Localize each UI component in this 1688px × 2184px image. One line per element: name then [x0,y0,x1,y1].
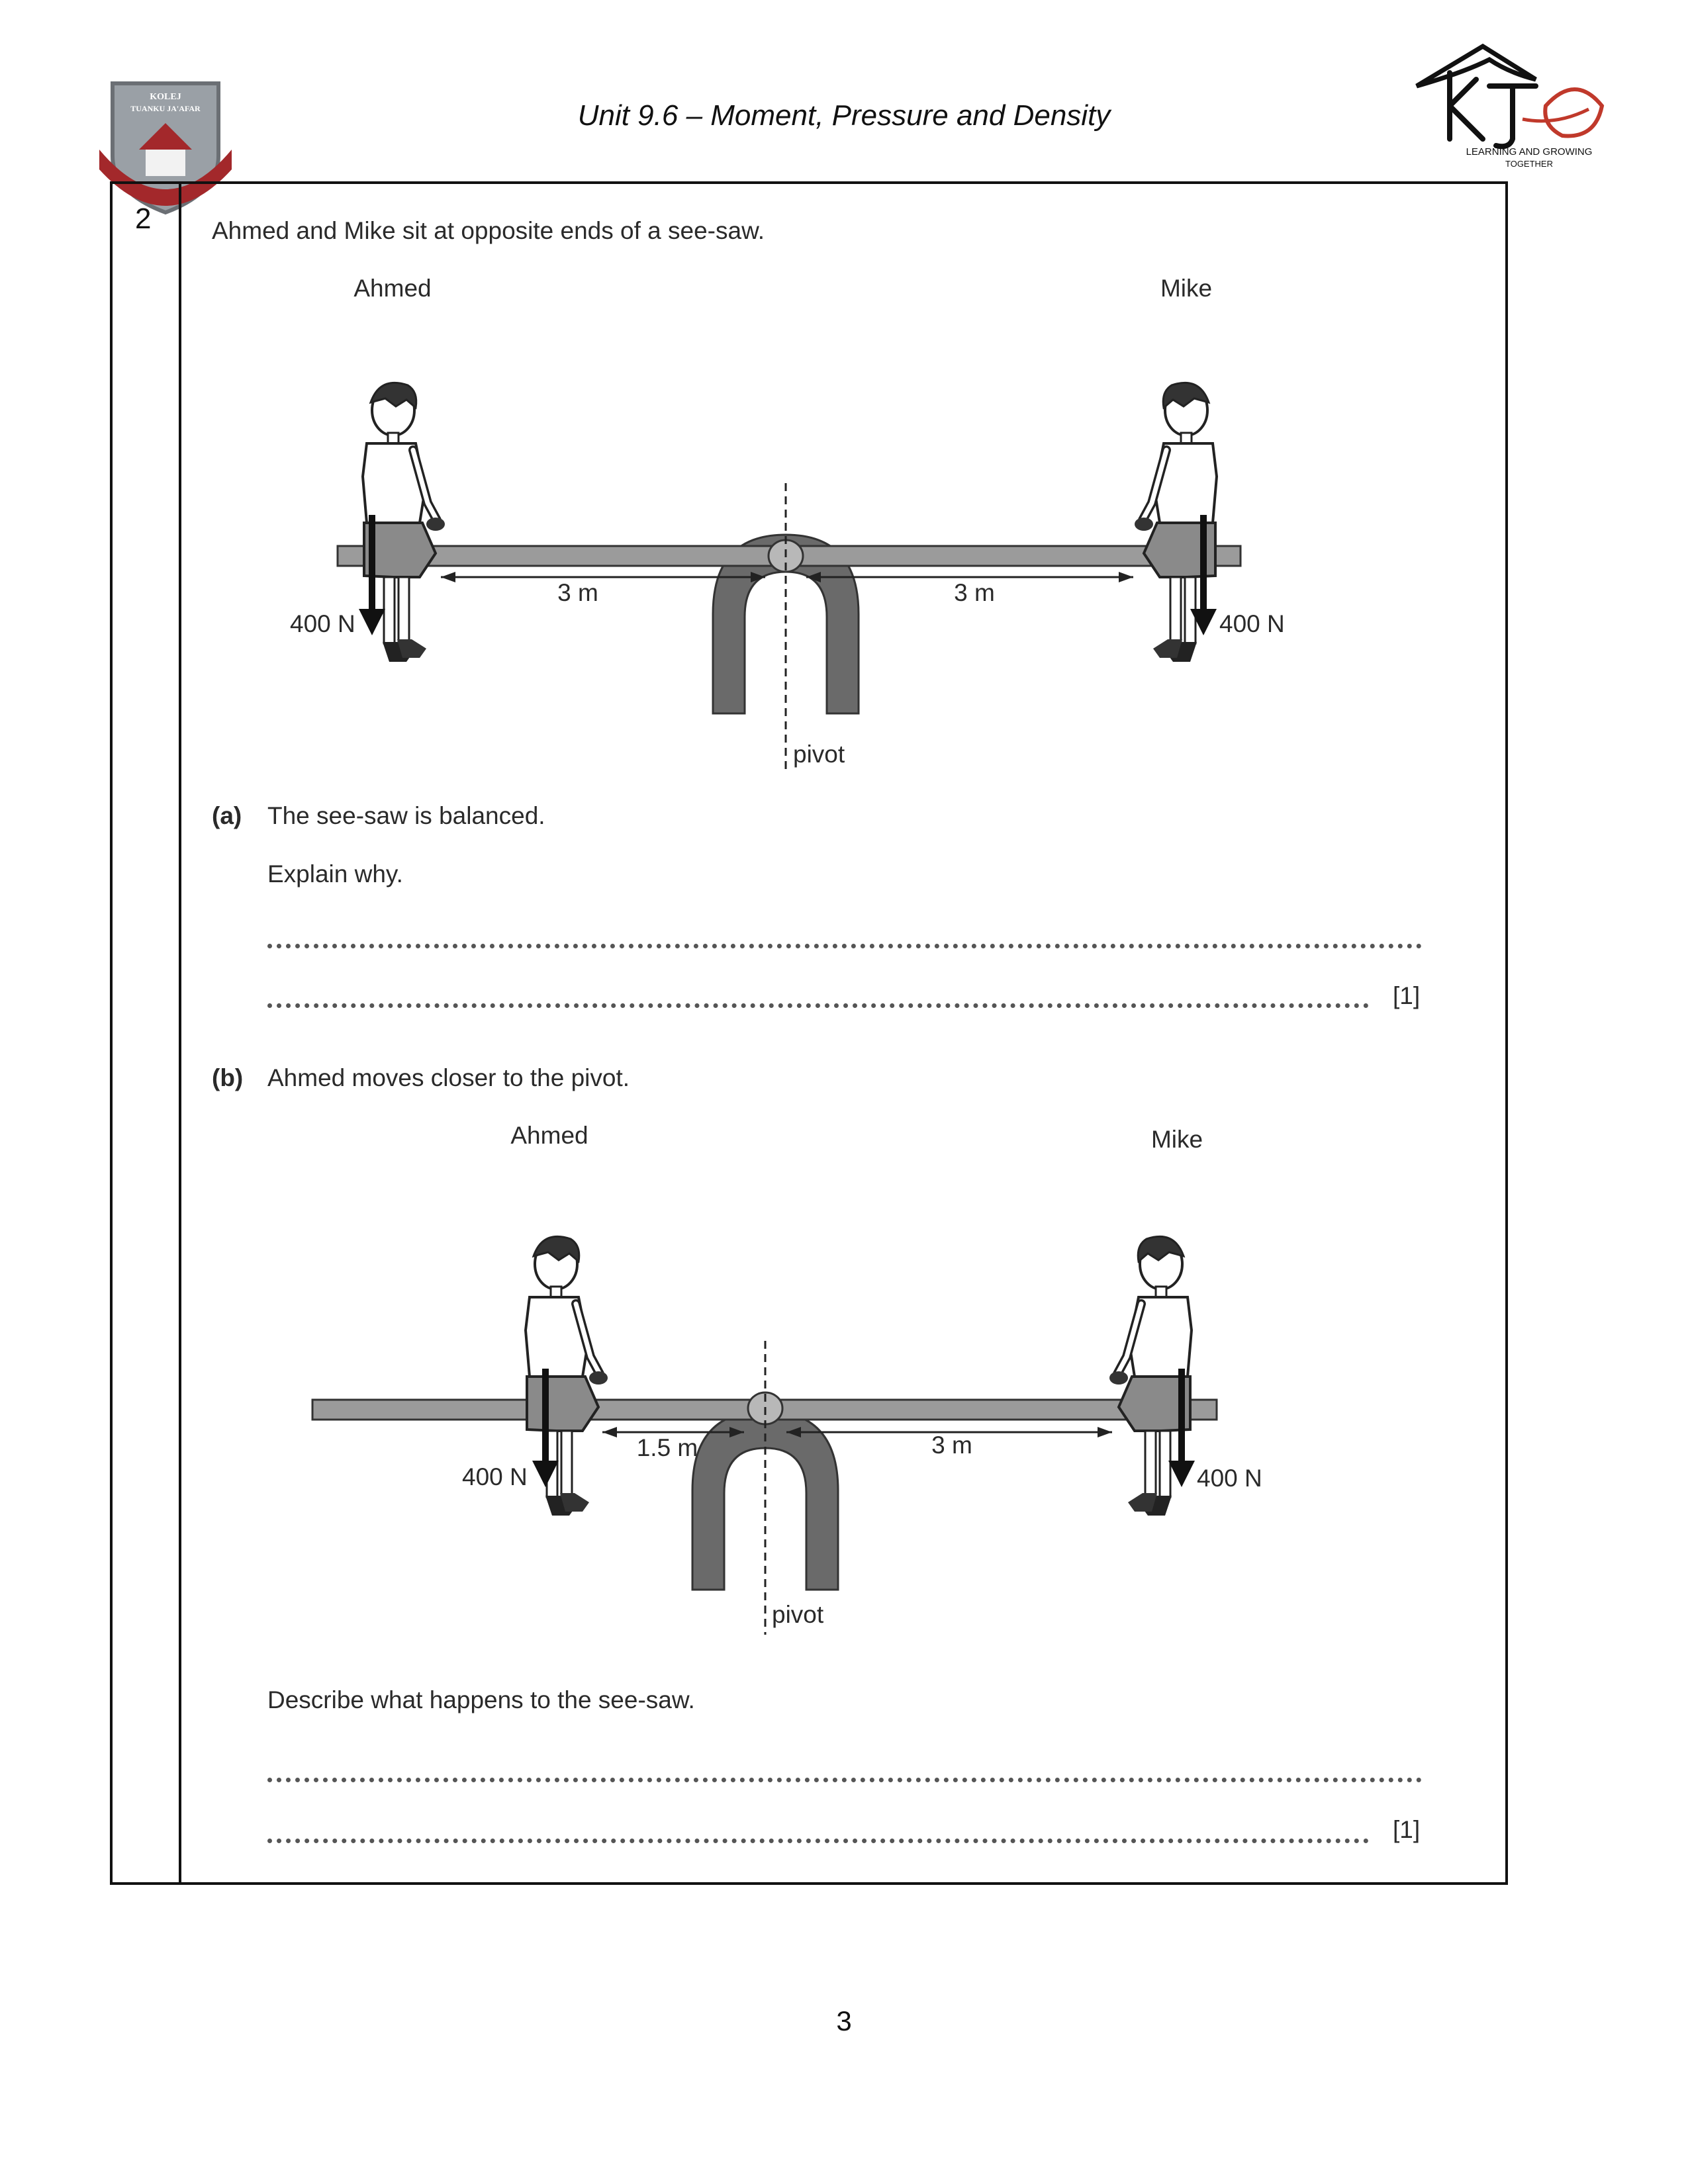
ktj-tagline-2: TOGETHER [1505,159,1553,169]
diagram2-mike-label: Mike [1150,1126,1203,1153]
diagram2-ahmed-label: Ahmed [510,1122,588,1149]
part-a-answer-line-1[interactable] [267,944,1422,948]
part-a-marks: [1] [1393,982,1421,1009]
diagram2-pivot-label: pivot [772,1601,824,1628]
part-a-answer-line-2[interactable] [267,1003,1369,1008]
seesaw-diagram-1 [252,265,1337,781]
diagram2-left-force-label: 400 N [462,1463,528,1490]
crest-text-2: TUANKU JA'AFAR [130,104,201,113]
part-b-label: (b) [212,1064,244,1091]
diagram2-left-distance-label: 1.5 m [636,1434,698,1461]
part-b-prompt: Describe what happens to the see-saw. [267,1686,695,1713]
ktj-tagline-1: LEARNING AND GROWING [1466,146,1593,158]
diagram2-right-force-label: 400 N [1197,1465,1262,1492]
question-number: 2 [135,203,152,235]
seesaw-diagram-2 [252,1112,1337,1641]
diagram2-right-distance-label: 3 m [931,1432,972,1459]
page-title: Unit 9.6 – Moment, Pressure and Density [577,99,1111,132]
diagram1-ahmed-label: Ahmed [353,275,432,302]
ktj-logo [1403,33,1615,175]
diagram1-right-force-label: 400 N [1219,610,1285,637]
part-a-label: (a) [212,802,242,829]
diagram2-ahmed-figure [526,1236,608,1516]
diagram1-pivot-label: pivot [793,741,845,768]
part-b-marks: [1] [1393,1816,1421,1843]
diagram1-right-distance-label: 3 m [954,579,995,606]
diagram1-left-distance-label: 3 m [557,579,598,606]
part-b-statement: Ahmed moves closer to the pivot. [267,1064,630,1091]
part-a-statement: The see-saw is balanced. [267,802,545,829]
diagram1-mike-label: Mike [1160,275,1213,302]
part-b-answer-line-2[interactable] [267,1839,1369,1843]
crest-text-1: KOLEJ [150,92,181,102]
page-number: 3 [836,2005,852,2036]
diagram1-left-force-label: 400 N [290,610,355,637]
question-number-column-divider [179,181,181,1885]
part-b-answer-line-1[interactable] [267,1778,1422,1782]
part-a-prompt: Explain why. [267,860,403,887]
question-intro: Ahmed and Mike sit at opposite ends of a see-saw. [212,217,765,244]
